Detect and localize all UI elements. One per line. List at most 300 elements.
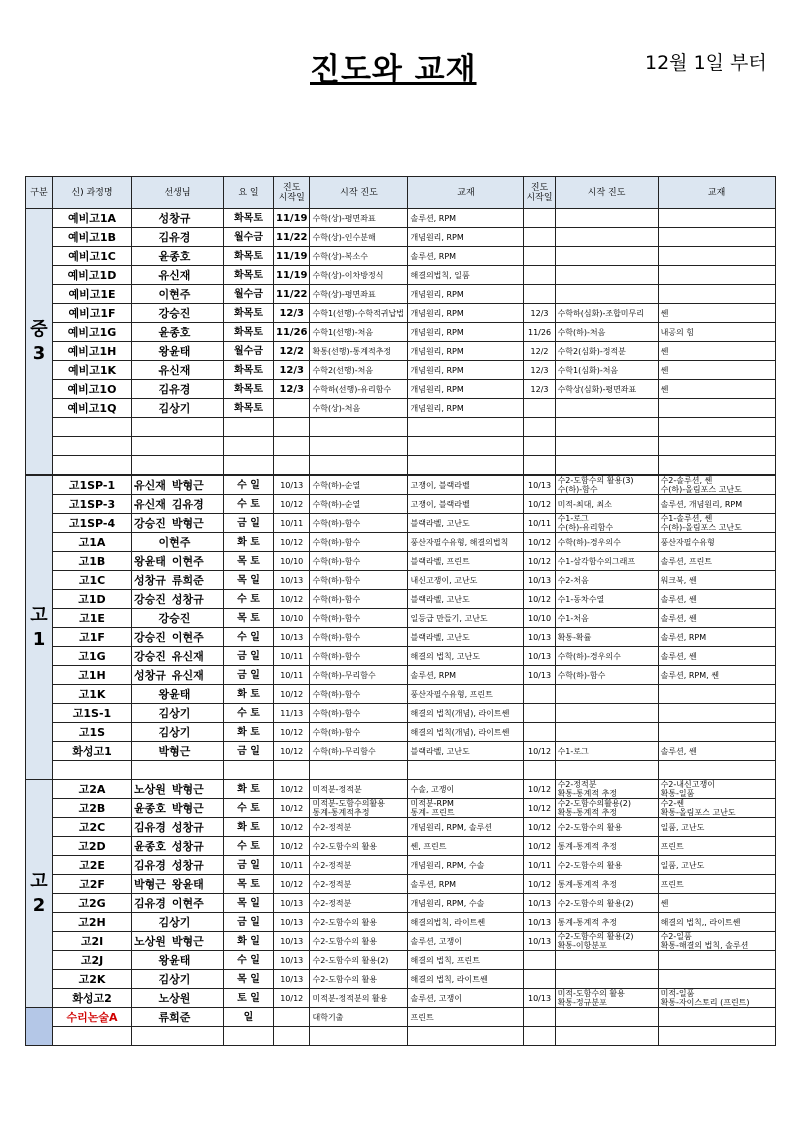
start-date-2: 10/12 (524, 495, 555, 514)
empty-cell (408, 456, 524, 476)
start-date-1: 10/11 (274, 666, 310, 685)
column-header-9: 교재 (658, 177, 775, 209)
teacher-1: 유신재 (158, 268, 191, 282)
teacher-1: 이현주 (158, 535, 191, 549)
start-date-2: 10/11 (524, 856, 555, 875)
textbook-1: 개념원리, RPM, 수솔 (408, 856, 524, 875)
teachers (132, 875, 224, 894)
class-name: 수리논술A (53, 1008, 132, 1027)
progress-2: 수학1(심화)-처음 (555, 361, 658, 380)
empty-cell (53, 437, 132, 456)
class-days: 수 토 (224, 799, 274, 818)
class-days: 수 일 (224, 475, 274, 495)
class-days: 수 토 (224, 704, 274, 723)
class-days: 화목토 (224, 247, 274, 266)
teacher-1: 성창규 (134, 668, 166, 682)
teacher-1: 강승진 (134, 516, 166, 530)
empty-cell (132, 437, 224, 456)
teacher-1: 류희준 (158, 1010, 191, 1024)
progress-1: 수2-정적분 (310, 856, 408, 875)
textbook-2: 솔루션, RPM, 쎈 (658, 666, 775, 685)
start-date-2 (524, 1008, 555, 1027)
textbook-2: 풍산자필수유형 (658, 533, 775, 552)
textbook-1: 쎈, 프린트 (408, 837, 524, 856)
table-row (26, 609, 776, 628)
teacher-1: 성창규 (134, 573, 166, 587)
progress-1: 수2-정적분 (310, 818, 408, 837)
start-date-2 (524, 399, 555, 418)
class-name: 예비고1E (53, 285, 132, 304)
teachers (132, 723, 224, 742)
textbook-2: 내공의 힘 (658, 323, 775, 342)
class-days: 수 일 (224, 628, 274, 647)
start-date-2 (524, 209, 555, 228)
start-date-2 (524, 951, 555, 970)
table-row (26, 590, 776, 609)
progress-1: 수학(하)-함수 (310, 685, 408, 704)
start-date-1: 12/2 (274, 342, 310, 361)
progress-2: 수학(하)-처음 (555, 323, 658, 342)
class-name: 고2F (53, 875, 132, 894)
textbook-1: 미적분-RPM 통계- 프린트 (408, 799, 524, 818)
class-days: 화목토 (224, 266, 274, 285)
class-name: 고2J (53, 951, 132, 970)
textbook-1: 수솔, 고쟁이 (408, 780, 524, 799)
start-date-2: 10/13 (524, 913, 555, 932)
textbook-2: 쎈 (658, 894, 775, 913)
class-name: 예비고1B (53, 228, 132, 247)
class-name: 고2E (53, 856, 132, 875)
textbook-1: 솔루션, 고쟁이 (408, 989, 524, 1008)
progress-1: 수2-도함수의 활용 (310, 913, 408, 932)
textbook-1: 솔루션, 고쟁이 (408, 932, 524, 951)
teachers (132, 475, 224, 495)
table-row (26, 552, 776, 571)
teachers (132, 1008, 224, 1027)
textbook-2: 쎈 (658, 304, 775, 323)
class-days: 월수금 (224, 342, 274, 361)
start-date-2: 10/13 (524, 571, 555, 590)
textbook-1: 개념원리, RPM (408, 361, 524, 380)
textbook-2: 수1-솔루션, 쎈 수(하)-올림포스 고난도 (658, 514, 775, 533)
textbook-1: 솔루션, RPM (408, 247, 524, 266)
progress-2: 수학(하)-경우의수 (555, 647, 658, 666)
teacher-1: 강승진 (158, 306, 191, 320)
textbook-2: 솔루션, 쎈 (658, 609, 775, 628)
teachers (132, 361, 224, 380)
progress-1: 수학(하)-함수 (310, 723, 408, 742)
start-date-1: 10/12 (274, 780, 310, 799)
start-date-1: 11/19 (274, 247, 310, 266)
teacher-2: 왕윤태 (171, 877, 204, 891)
start-date-1: 12/3 (274, 304, 310, 323)
progress-1: 수학(상)-처음 (310, 399, 408, 418)
class-days: 일 (224, 1008, 274, 1027)
progress-2: 미적-도함수의 활용 확통-정규분포 (555, 989, 658, 1008)
class-name: 고2K (53, 970, 132, 989)
textbook-1: 블랙라벨, 고난도 (408, 742, 524, 761)
start-date-1: 10/11 (274, 647, 310, 666)
start-date-1: 10/12 (274, 723, 310, 742)
progress-2 (555, 228, 658, 247)
class-days: 목 토 (224, 875, 274, 894)
class-days: 화목토 (224, 361, 274, 380)
start-date-1 (274, 399, 310, 418)
empty-cell (310, 456, 408, 476)
teacher-1: 윤종호 (134, 801, 166, 815)
progress-2: 수1-삼각함수의그래프 (555, 552, 658, 571)
textbook-1: 솔루션, RPM (408, 875, 524, 894)
teachers (132, 647, 224, 666)
textbook-2 (658, 285, 775, 304)
table-row (26, 323, 776, 342)
teachers (132, 304, 224, 323)
progress-1: 수학(하)-무리함수 (310, 666, 408, 685)
class-name: 화성고2 (53, 989, 132, 1008)
start-date-2: 10/10 (524, 609, 555, 628)
textbook-2: 솔루션, 쎈 (658, 590, 775, 609)
class-days: 금 일 (224, 742, 274, 761)
empty-cell (658, 418, 775, 437)
textbook-2: 수2-일품 확통-해결의 법칙, 솔루션 (658, 932, 775, 951)
class-days: 화목토 (224, 380, 274, 399)
teachers (132, 399, 224, 418)
class-days: 금 일 (224, 514, 274, 533)
empty-cell (53, 1027, 132, 1046)
start-date-1: 11/26 (274, 323, 310, 342)
teacher-1: 노상원 (158, 991, 191, 1005)
blank-row (26, 761, 776, 780)
start-date: 12월 1일 부터 (645, 52, 767, 74)
teacher-1: 김유경 (158, 230, 191, 244)
class-days: 수 일 (224, 951, 274, 970)
textbook-1: 솔루션, RPM (408, 209, 524, 228)
teacher-2: 성창규 (171, 858, 204, 872)
start-date-1: 10/13 (274, 951, 310, 970)
table-row (26, 685, 776, 704)
start-date-1: 10/13 (274, 571, 310, 590)
class-name: 화성고1 (53, 742, 132, 761)
start-date-1: 10/13 (274, 894, 310, 913)
teachers (132, 666, 224, 685)
teacher-1: 김유경 (134, 896, 166, 910)
class-days: 목 일 (224, 571, 274, 590)
progress-2 (555, 685, 658, 704)
empty-cell (408, 761, 524, 780)
textbook-2: 쎈 (658, 380, 775, 399)
class-name: 고1SP-3 (53, 495, 132, 514)
start-date-1: 11/19 (274, 209, 310, 228)
teacher-1: 박형근 (158, 744, 191, 758)
progress-2 (555, 723, 658, 742)
empty-cell (224, 437, 274, 456)
textbook-1: 개념원리, RPM (408, 399, 524, 418)
teachers (132, 970, 224, 989)
class-days: 수 토 (224, 590, 274, 609)
start-date-2 (524, 285, 555, 304)
table-row (26, 780, 776, 799)
textbook-1: 해결의 법칙, 고난도 (408, 647, 524, 666)
progress-1: 수학(하)-함수 (310, 552, 408, 571)
table-row (26, 818, 776, 837)
teacher-1: 박형근 (134, 877, 166, 891)
class-name: 고1A (53, 533, 132, 552)
progress-2: 수1-로그 (555, 742, 658, 761)
start-date-2: 12/3 (524, 380, 555, 399)
table-row (26, 571, 776, 590)
progress-1: 수학(하)-함수 (310, 533, 408, 552)
progress-2: 통계-통계적 추정 (555, 837, 658, 856)
start-date-1: 12/3 (274, 361, 310, 380)
teacher-1: 김상기 (158, 401, 191, 415)
blank-row (26, 418, 776, 437)
textbook-1: 프린트 (408, 1008, 524, 1027)
teachers (132, 590, 224, 609)
textbook-2: 수2-솔루션, 쎈 수(하)-올림포스 고난도 (658, 475, 775, 495)
progress-2: 통계-통계적 추정 (555, 875, 658, 894)
textbook-2: 솔루션, 프린트 (658, 552, 775, 571)
class-days: 수 토 (224, 495, 274, 514)
textbook-1: 개념원리, RPM (408, 304, 524, 323)
teacher-1: 윤종호 (158, 325, 191, 339)
progress-2 (555, 247, 658, 266)
teachers (132, 495, 224, 514)
group-label: 고 2 (26, 780, 53, 1008)
table-row (26, 247, 776, 266)
table-row (26, 342, 776, 361)
teachers (132, 628, 224, 647)
teacher-1: 김유경 (134, 858, 166, 872)
progress-1: 수학(하)-순열 (310, 495, 408, 514)
textbook-2: 수2-내신고쟁이 확통-일품 (658, 780, 775, 799)
class-name: 예비고1C (53, 247, 132, 266)
class-name: 고1D (53, 590, 132, 609)
table-row (26, 380, 776, 399)
teachers (132, 571, 224, 590)
textbook-2: 솔루션, 개념원리, RPM (658, 495, 775, 514)
progress-2 (555, 209, 658, 228)
start-date-1: 10/12 (274, 799, 310, 818)
teacher-1: 윤종호 (134, 839, 166, 853)
teachers (132, 913, 224, 932)
start-date-2: 10/13 (524, 932, 555, 951)
teachers (132, 609, 224, 628)
textbook-1: 블랙라벨, 고난도 (408, 514, 524, 533)
class-days: 화목토 (224, 323, 274, 342)
table-row (26, 723, 776, 742)
textbook-1: 고쟁이, 블랙라벨 (408, 495, 524, 514)
textbook-2: 일품, 고난도 (658, 818, 775, 837)
teachers (132, 989, 224, 1008)
textbook-1: 개념원리, RPM, 수솔 (408, 894, 524, 913)
start-date-1 (274, 1008, 310, 1027)
class-days: 금 일 (224, 666, 274, 685)
start-date-1: 10/12 (274, 837, 310, 856)
textbook-2: 솔루션, RPM (658, 628, 775, 647)
progress-1: 수2-도함수의 활용 (310, 932, 408, 951)
start-date-2: 10/12 (524, 552, 555, 571)
start-date-1: 10/12 (274, 685, 310, 704)
teacher-1: 왕윤태 (158, 953, 191, 967)
textbook-1: 해결의법칙, 라이트쎈 (408, 913, 524, 932)
class-days: 화 토 (224, 723, 274, 742)
empty-cell (524, 761, 555, 780)
teacher-1: 왕윤태 (134, 554, 166, 568)
start-date-2: 10/12 (524, 837, 555, 856)
class-name: 예비고1Q (53, 399, 132, 418)
teacher-2: 성창규 (171, 592, 204, 606)
teacher-1: 김유경 (134, 820, 166, 834)
column-header-4: 진도 시작일 (274, 177, 310, 209)
teacher-1: 유신재 (134, 497, 166, 511)
textbook-2: 수2-쎈 확통-올림포스 고난도 (658, 799, 775, 818)
progress-2 (555, 1008, 658, 1027)
teacher-1: 노상원 (134, 934, 166, 948)
start-date-1: 10/13 (274, 628, 310, 647)
class-name: 고1G (53, 647, 132, 666)
column-header-8: 시작 진도 (555, 177, 658, 209)
start-date-2: 10/12 (524, 533, 555, 552)
table-row (26, 533, 776, 552)
table-row (26, 856, 776, 875)
class-name: 예비고1H (53, 342, 132, 361)
class-name: 예비고1O (53, 380, 132, 399)
progress-2: 수2-도함수의 활용 (555, 818, 658, 837)
start-date-2 (524, 723, 555, 742)
textbook-2 (658, 685, 775, 704)
teacher-1: 유신재 (134, 478, 166, 492)
progress-1: 수학(하)-무리함수 (310, 742, 408, 761)
class-name: 예비고1K (53, 361, 132, 380)
teacher-1: 왕윤태 (158, 687, 191, 701)
progress-1: 수학(상)-평면좌표 (310, 285, 408, 304)
start-date-1: 10/10 (274, 609, 310, 628)
empty-cell (408, 1027, 524, 1046)
class-name: 고1H (53, 666, 132, 685)
teacher-1: 김상기 (158, 915, 191, 929)
start-date-2: 10/13 (524, 666, 555, 685)
class-days: 화목토 (224, 304, 274, 323)
progress-2: 수1-동차수열 (555, 590, 658, 609)
textbook-1: 해결의 법칙, 라이트쎈 (408, 970, 524, 989)
empty-cell (224, 761, 274, 780)
empty-cell (274, 418, 310, 437)
page-title: 진도와 교재 (310, 52, 477, 88)
progress-1: 수학1(선행)-처음 (310, 323, 408, 342)
start-date-2: 11/26 (524, 323, 555, 342)
start-date-2: 10/12 (524, 742, 555, 761)
empty-cell (274, 437, 310, 456)
progress-1: 수학(하)-함수 (310, 590, 408, 609)
progress-1: 수학하(선행)-유리함수 (310, 380, 408, 399)
progress-2: 수1-처음 (555, 609, 658, 628)
empty-cell (310, 418, 408, 437)
table-row (26, 495, 776, 514)
start-date-1: 11/19 (274, 266, 310, 285)
class-days: 월수금 (224, 228, 274, 247)
blank-row (26, 456, 776, 476)
progress-2: 수2-도함수의 활용(3) 수(하)-함수 (555, 475, 658, 495)
start-date-2 (524, 704, 555, 723)
textbook-2 (658, 228, 775, 247)
empty-cell (555, 1027, 658, 1046)
teachers (132, 856, 224, 875)
empty-cell (408, 437, 524, 456)
class-name: 고1E (53, 609, 132, 628)
header-row (26, 177, 776, 209)
table-row (26, 704, 776, 723)
textbook-2: 쎈 (658, 342, 775, 361)
teacher-2: 박형근 (171, 478, 204, 492)
table-row (26, 514, 776, 533)
progress-2: 수2-도함수의 활용(2) 확통-이항분포 (555, 932, 658, 951)
empty-cell (132, 418, 224, 437)
teacher-1: 김유경 (158, 382, 191, 396)
teacher-2: 유신재 (171, 649, 204, 663)
start-date-2: 10/11 (524, 514, 555, 533)
empty-cell (53, 418, 132, 437)
progress-1: 수학(하)-함수 (310, 704, 408, 723)
column-header-6: 교재 (408, 177, 524, 209)
textbook-2 (658, 247, 775, 266)
textbook-2: 쎈 (658, 361, 775, 380)
start-date-2: 12/2 (524, 342, 555, 361)
progress-2: 통계-통계적 추정 (555, 913, 658, 932)
class-name: 고2G (53, 894, 132, 913)
textbook-1: 해결의 법칙(개념), 라이트쎈 (408, 704, 524, 723)
group-label: 중 3 (26, 209, 53, 476)
empty-cell (310, 761, 408, 780)
empty-cell (53, 456, 132, 476)
teacher-2: 박형근 (171, 801, 204, 815)
teacher-2: 이현주 (171, 630, 204, 644)
class-days: 화목토 (224, 209, 274, 228)
progress-2: 수학(하)-경우의수 (555, 533, 658, 552)
empty-cell (524, 456, 555, 476)
teacher-2: 류희준 (171, 573, 204, 587)
start-date-1: 10/12 (274, 989, 310, 1008)
empty-cell (658, 1027, 775, 1046)
class-name: 고1F (53, 628, 132, 647)
class-days: 화 일 (224, 932, 274, 951)
textbook-2: 솔루션, 쎈 (658, 647, 775, 666)
textbook-1: 해결의법칙, 일품 (408, 266, 524, 285)
start-date-1: 10/11 (274, 514, 310, 533)
empty-cell (555, 456, 658, 476)
column-header-3: 요 일 (224, 177, 274, 209)
table-row (26, 913, 776, 932)
teacher-1: 강승진 (134, 649, 166, 663)
textbook-2 (658, 399, 775, 418)
start-date-2: 10/12 (524, 590, 555, 609)
progress-2: 수학상(심화)-평면좌표 (555, 380, 658, 399)
teacher-1: 강승진 (134, 630, 166, 644)
empty-cell (658, 437, 775, 456)
table-row (26, 285, 776, 304)
start-date-1: 10/12 (274, 495, 310, 514)
textbook-2 (658, 970, 775, 989)
empty-cell (658, 456, 775, 476)
start-date-1: 10/13 (274, 475, 310, 495)
start-date-2 (524, 970, 555, 989)
table-row (26, 228, 776, 247)
start-date-2: 10/12 (524, 875, 555, 894)
table-row (26, 799, 776, 818)
column-header-1: 신) 과정명 (53, 177, 132, 209)
progress-2 (555, 970, 658, 989)
textbook-1: 내신고쟁이, 고난도 (408, 571, 524, 590)
progress-1: 수학(상)-이차방정식 (310, 266, 408, 285)
